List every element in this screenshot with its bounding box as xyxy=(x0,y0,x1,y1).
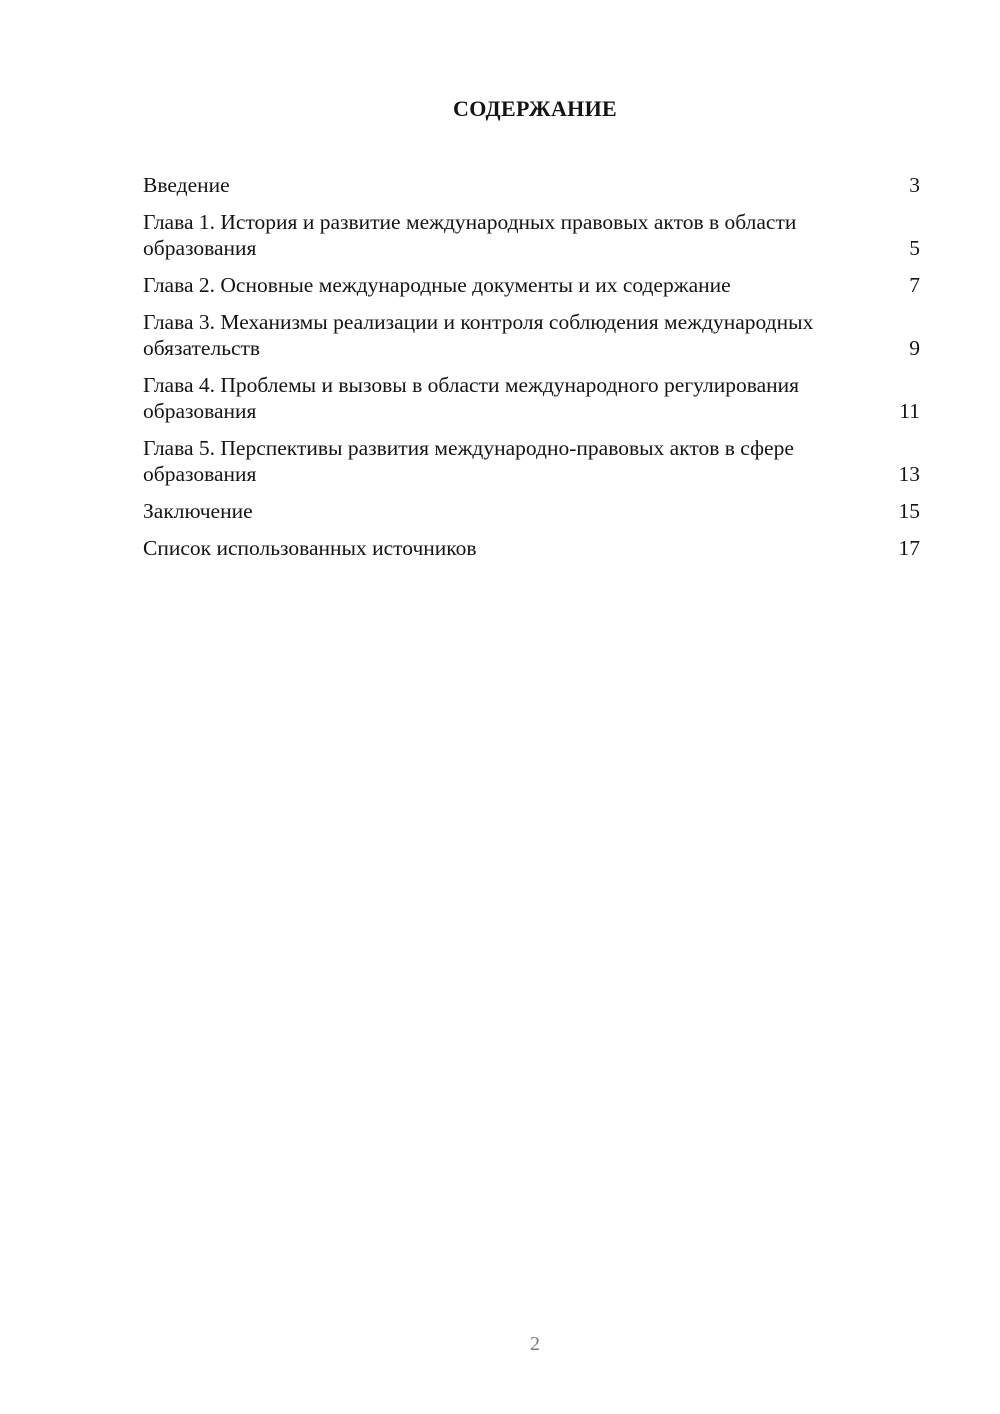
toc-entry-page: 13 xyxy=(898,462,920,486)
toc-entry-chapter-5 xyxy=(143,435,920,487)
toc-entry-introduction xyxy=(143,172,920,198)
toc-entry-conclusion xyxy=(143,498,920,524)
toc-entry-page: 17 xyxy=(898,536,920,560)
toc-entry-text: Глава 5. Перспективы развития международно-правовых актов в сфере образования xyxy=(143,436,794,486)
toc-entry-text: Глава 3. Механизмы реализации и контроля соблюдения международных обязательств xyxy=(143,310,814,360)
toc-entry-chapter-3 xyxy=(143,309,920,361)
toc-entry-chapter-2 xyxy=(143,272,920,298)
toc-entry-page: 5 xyxy=(909,236,920,260)
toc-entry-page: 15 xyxy=(898,499,920,523)
toc-entry-page: 9 xyxy=(909,336,920,360)
page-title: СОДЕРЖАНИЕ xyxy=(453,96,617,121)
toc-entry-page: 11 xyxy=(899,399,920,423)
toc-entry-page: 3 xyxy=(909,173,920,197)
toc-entry-text: Глава 2. Основные международные документы и их содержание xyxy=(143,273,731,297)
toc-entry-text: Введение xyxy=(143,173,230,197)
toc-entry-chapter-4 xyxy=(143,372,920,424)
table-of-contents xyxy=(143,172,920,572)
toc-entry-text: Список использованных источников xyxy=(143,536,477,560)
page-number: 2 xyxy=(530,1333,540,1355)
toc-entry-text: Глава 4. Проблемы и вызовы в области международного регулирования образования xyxy=(143,373,800,423)
toc-entry-page: 7 xyxy=(909,273,920,297)
toc-entry-text: Заключение xyxy=(143,499,253,523)
toc-entry-chapter-1 xyxy=(143,209,920,261)
toc-entry-text: Глава 1. История и развитие международных правовых актов в области образования xyxy=(143,210,797,260)
toc-entry-references xyxy=(143,535,920,561)
